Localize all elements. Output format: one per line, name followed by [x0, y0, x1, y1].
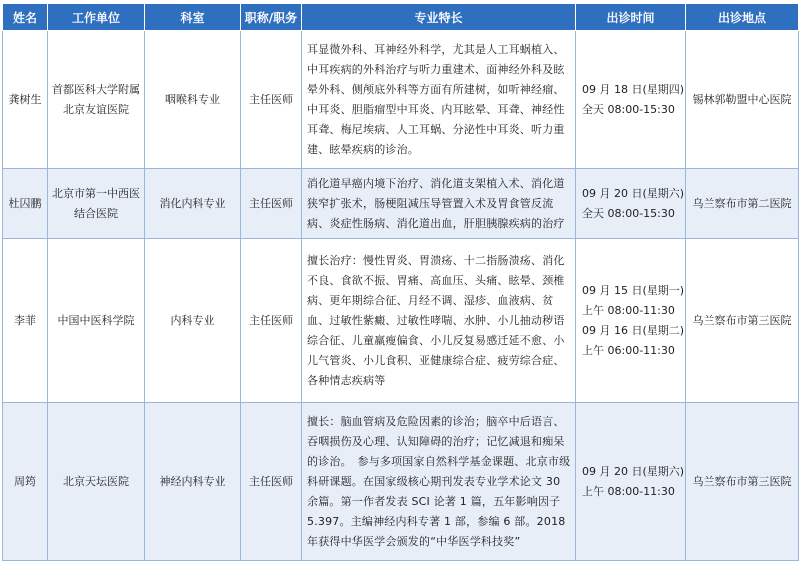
clinic-date: 09 月 16 日(星期二) — [582, 323, 685, 337]
clinic-place: 乌兰察布市第二医院 — [686, 169, 799, 239]
clinic-place: 乌兰察布市第三医院 — [686, 239, 799, 403]
clinic-hours: 上午 08:00-11:30 — [582, 303, 675, 317]
table-row — [3, 31, 799, 169]
header-row — [3, 4, 799, 31]
header-unit: 工作单位 — [48, 4, 145, 31]
job-title: 主任医师 — [241, 169, 302, 239]
clinic-hours: 全天 08:00-15:30 — [582, 102, 675, 116]
clinic-time — [576, 169, 686, 239]
specialty: 耳显微外科、耳神经外科学，尤其是人工耳蜗植入、中耳疾病的外科治疗与听力重建术、面神经外科及眩晕外科、侧颅底外科等方面有所建树，如听神经瘤、中耳炎、胆脂瘤型中耳炎、内耳眩晕、耳聋、神经性耳聋、梅尼埃病、人工耳蜗、分泌性中耳炎、听力重建、眩晕疾病的诊治。 — [302, 31, 576, 169]
table-row — [3, 403, 799, 561]
work-unit: 北京市第一中西医结合医院 — [48, 169, 145, 239]
work-unit: 北京天坛医院 — [48, 403, 145, 561]
header-time: 出诊时间 — [576, 4, 686, 31]
clinic-hours: 上午 08:00-11:30 — [582, 484, 675, 498]
clinic-place: 乌兰察布市第三医院 — [686, 403, 799, 561]
header-dept: 科室 — [145, 4, 241, 31]
clinic-date: 09 月 15 日(星期一) — [582, 283, 685, 297]
specialty: 消化道早癌内境下治疗、消化道支架植入术、消化道狭窄扩张术，肠梗阻减压导管置入术及胃食管反流病、炎症性肠病、消化道出血，肝胆胰腺疾病的治疗 — [302, 169, 576, 239]
clinic-time — [576, 403, 686, 561]
clinic-hours: 上午 06:00-11:30 — [582, 343, 675, 357]
clinic-place: 锡林郭勒盟中心医院 — [686, 31, 799, 169]
job-title: 主任医师 — [241, 31, 302, 169]
clinic-date: 09 月 18 日(星期四) — [582, 82, 685, 96]
specialty: 擅长治疗：慢性胃炎、胃溃疡、十二指肠溃疡、消化不良、食欲不振、胃痛、高血压、头痛、眩晕、颈椎病、更年期综合征、月经不调、湿疹、血液病、贫血、过敏性紫癜、过敏性哮喘、水肿、小儿抽动秽语综合征、儿童羸瘦偏食、小儿反复易感迁延不愈、小儿气管炎、小儿食积、亚健康综合症、疲劳综合症、各种情志疾病等 — [302, 239, 576, 403]
doctor-name: 周筠 — [3, 403, 48, 561]
clinic-hours: 全天 08:00-15:30 — [582, 206, 675, 220]
clinic-date: 09 月 20 日(星期六) — [582, 186, 685, 200]
doctor-schedule-table — [2, 3, 799, 561]
department: 消化内科专业 — [145, 169, 241, 239]
doctor-name: 杜囚鹏 — [3, 169, 48, 239]
table-row — [3, 239, 799, 403]
table-row — [3, 169, 799, 239]
doctor-name: 李菲 — [3, 239, 48, 403]
clinic-time — [576, 31, 686, 169]
department: 内科专业 — [145, 239, 241, 403]
header-specialty: 专业特长 — [302, 4, 576, 31]
job-title: 主任医师 — [241, 403, 302, 561]
doctor-name: 龚树生 — [3, 31, 48, 169]
work-unit: 首都医科大学附属北京友谊医院 — [48, 31, 145, 169]
clinic-time — [576, 239, 686, 403]
department: 咽喉科专业 — [145, 31, 241, 169]
clinic-date: 09 月 20 日(星期六) — [582, 464, 685, 478]
specialty: 擅长：脑血管病及危险因素的诊治；脑卒中后语言、吞咽损伤及心理、认知障碍的治疗；记忆减退和痴呆的诊治。 参与多项国家自然科学基金课题、北京市级科研课题。在国家级核心期刊发表专业学术论文 30 余篇。第一作者发表 SCI 论著 1 篇，五年影响因子 5.397。主编神经内科专著 1 部，参编 6 部。2018 年获得中华医学会颁发的“中华医学科技奖” — [302, 403, 576, 561]
header-place: 出诊地点 — [686, 4, 799, 31]
department: 神经内科专业 — [145, 403, 241, 561]
header-name: 姓名 — [3, 4, 48, 31]
job-title: 主任医师 — [241, 239, 302, 403]
work-unit: 中国中医科学院 — [48, 239, 145, 403]
header-title: 职称/职务 — [241, 4, 302, 31]
